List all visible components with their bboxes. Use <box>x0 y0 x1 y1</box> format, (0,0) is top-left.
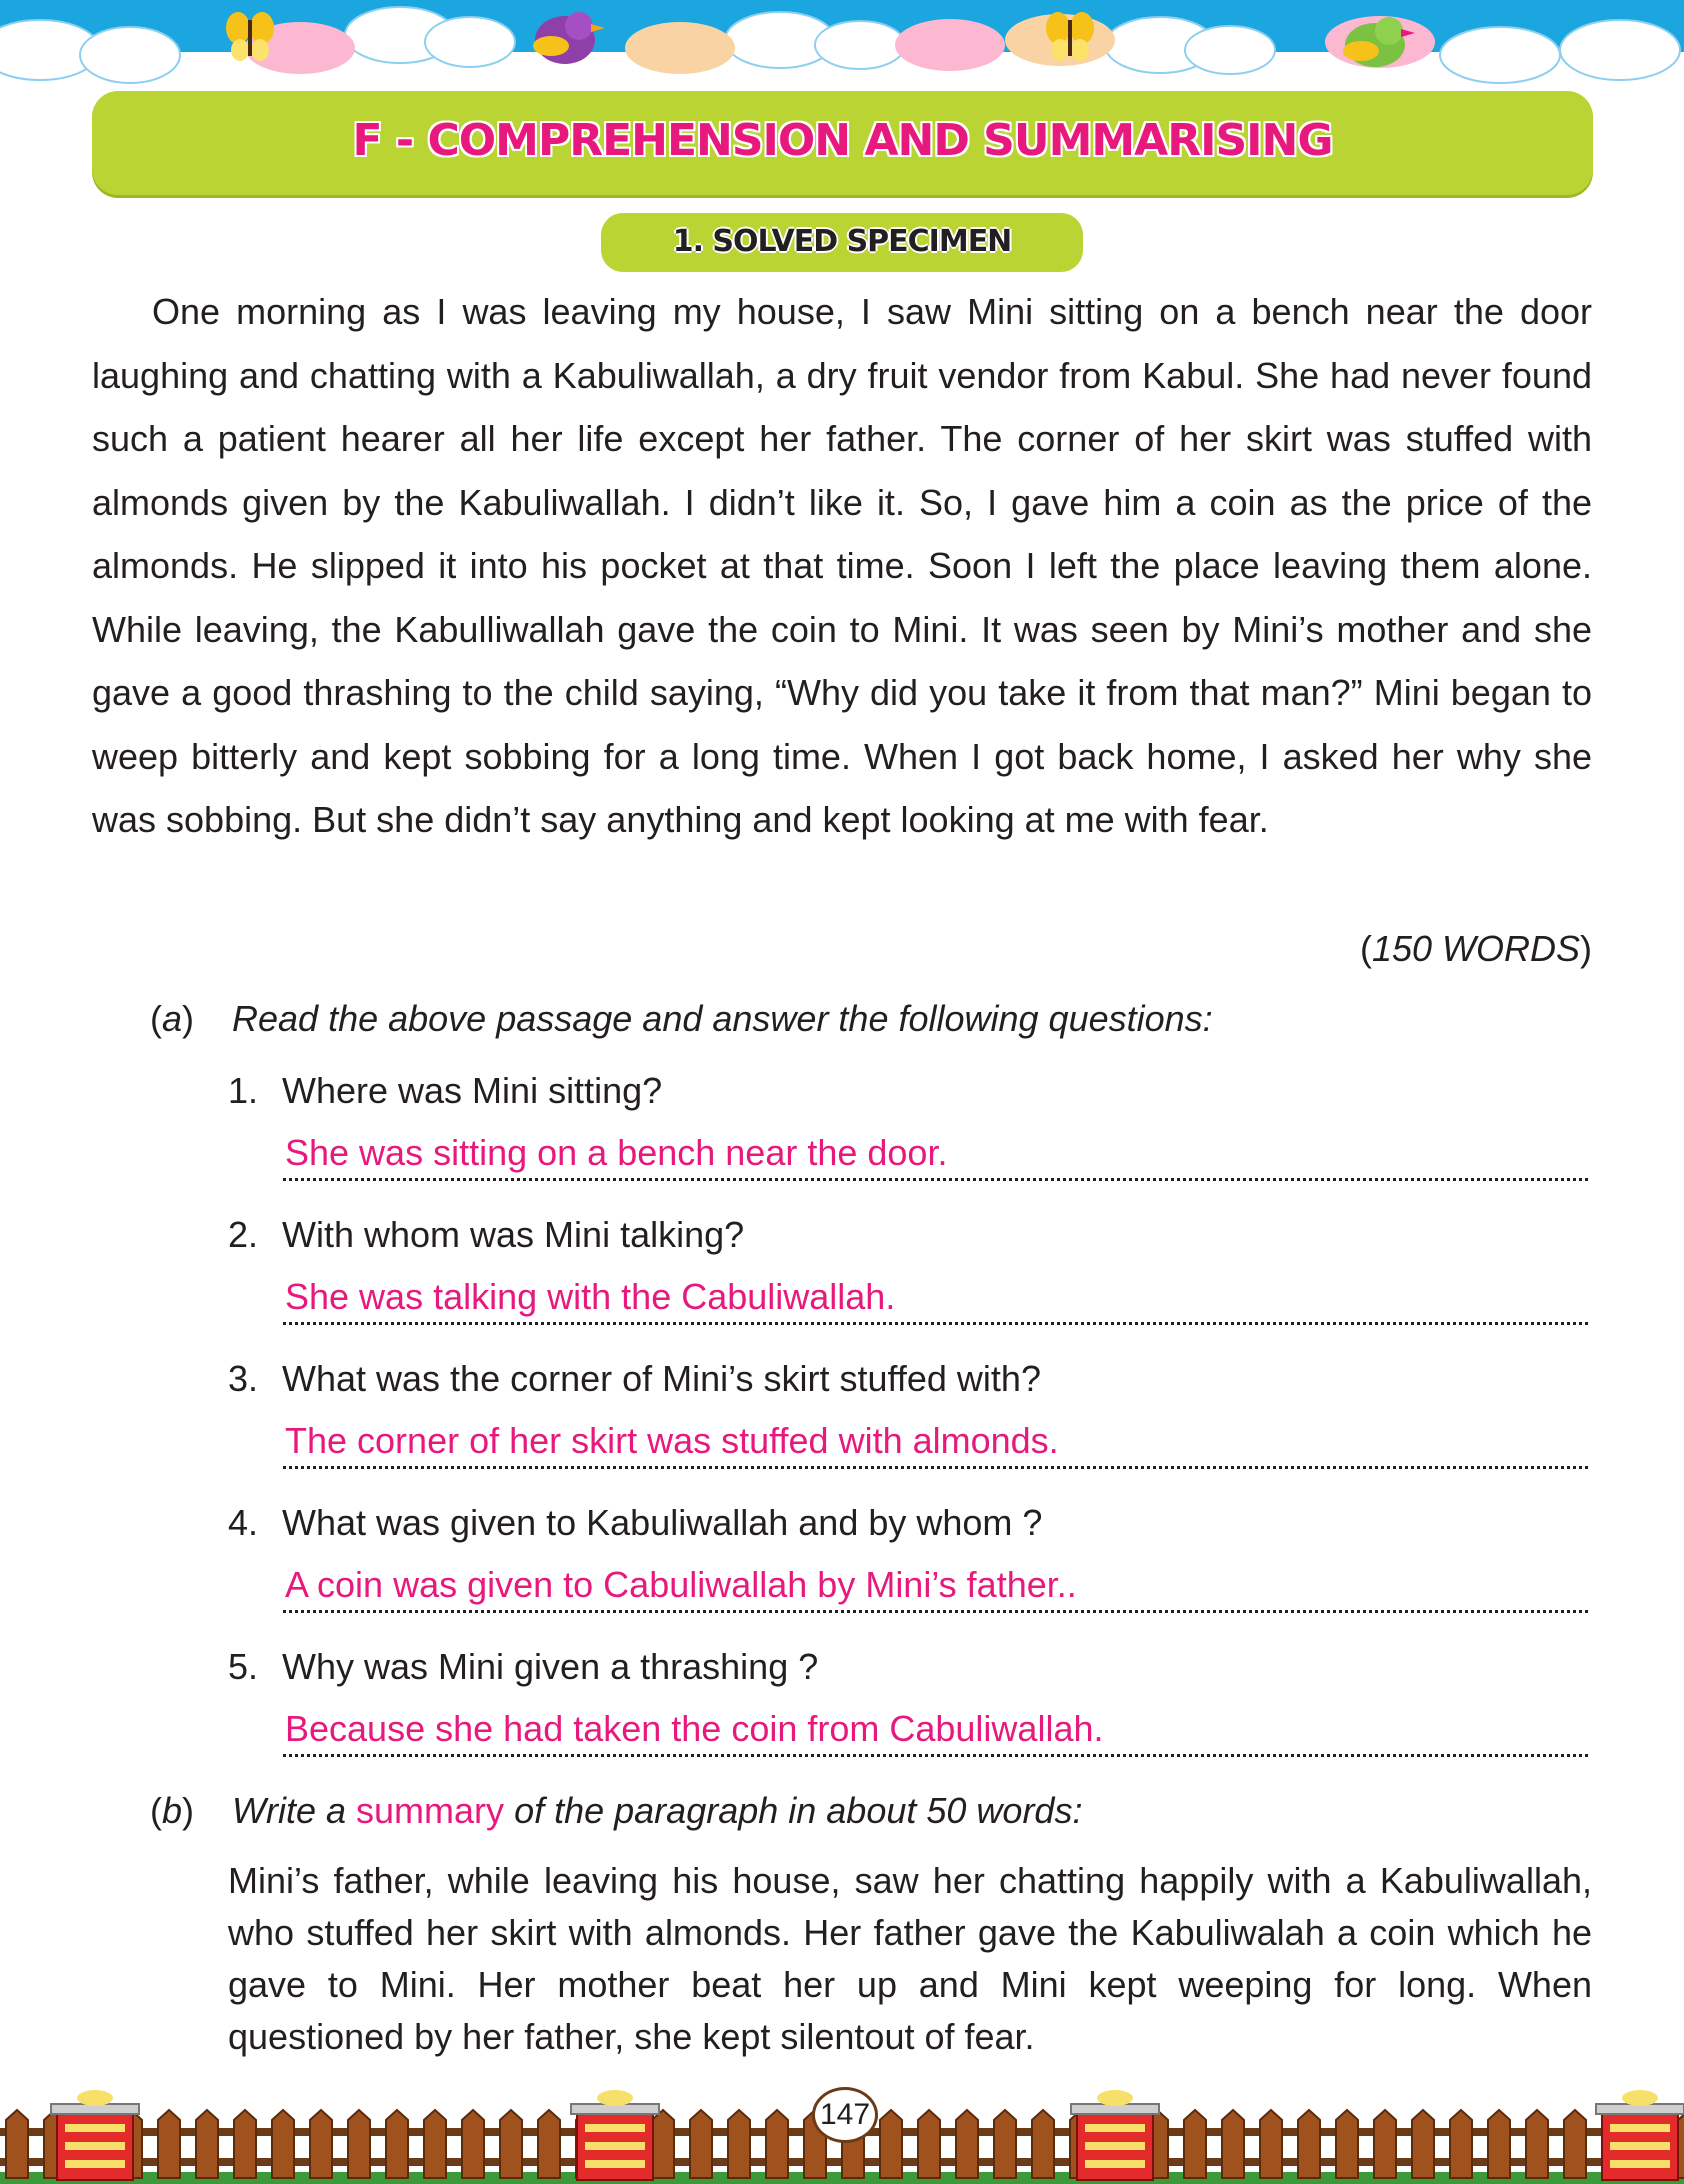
fence-picket <box>1564 2110 1586 2178</box>
fence-picket <box>234 2110 256 2178</box>
answer-1: She was sitting on a bench near the door. <box>285 1132 948 1173</box>
answer-line-4 <box>283 1558 1588 1613</box>
fence-picket <box>956 2110 978 2178</box>
question-3: 3. What was the corner of Mini’s skirt stuffed with? <box>228 1358 1041 1399</box>
fence-picket <box>310 2110 332 2178</box>
lamp-icon <box>51 2090 139 2180</box>
question-2: 2. With whom was Mini talking? <box>228 1214 745 1255</box>
fence-picket <box>652 2110 674 2178</box>
fence-picket <box>500 2110 522 2178</box>
fence-picket <box>1412 2110 1434 2178</box>
section-a-instruction: Read the above passage and answer the following questions: <box>232 998 1213 1039</box>
lamp-icon <box>1596 2090 1684 2180</box>
section-b-heading: (b) Write a summary of the paragraph in about 50 words: <box>150 1790 1083 1831</box>
fence-picket <box>1488 2110 1510 2178</box>
lamp-icon <box>571 2090 659 2180</box>
section-a-heading <box>150 998 1213 1040</box>
fence-picket <box>424 2110 446 2178</box>
fence-picket <box>6 2110 28 2178</box>
answer-2: She was talking with the Cabuliwallah. <box>285 1276 896 1317</box>
section-b-label: (b) <box>150 1790 195 1831</box>
fence-picket <box>728 2110 750 2178</box>
passage-body: One morning as I was leaving my house, I saw Mini sitting on a bench near the door laughing and chatting with a Kabuliwallah, a dry fruit vendor from Kabul. She had never found such a patient hearer all her life except her father. The corner of her skirt was stuffed with almonds given by the Kabuliwallah. I didn’t like it. So, I gave him a coin as the price of the almonds. He slipped it into his pocket at that time. Soon I left the place leaving them alone. While leaving, the Kabulliwallah gave the coin to Mini. It was seen by Mini’s mother and she gave a good thrashing to the child saying, “Why did you take it from that man?” Mini began to weep bitterly and kept sobbing for a long time. When I got back home, I asked her why she was sobbing. But she didn’t say anything and kept looking at me with fear. <box>92 291 1592 840</box>
fence-picket <box>196 2110 218 2178</box>
fence-picket <box>1374 2110 1396 2178</box>
fence-picket <box>538 2110 560 2178</box>
fence-picket <box>1298 2110 1320 2178</box>
fence-picket <box>1184 2110 1206 2178</box>
fence-picket <box>272 2110 294 2178</box>
answer-5: Because she had taken the coin from Cabuliwallah. <box>285 1708 1104 1749</box>
answer-4: A coin was given to Cabuliwallah by Mini’s father.. <box>285 1564 1077 1605</box>
answer-line-1 <box>283 1126 1588 1181</box>
fence-picket <box>1526 2110 1548 2178</box>
top-decoration <box>0 0 1684 90</box>
fence-picket <box>1032 2110 1054 2178</box>
question-1: 1. Where was Mini sitting? <box>228 1070 663 1111</box>
fence-picket <box>766 2110 788 2178</box>
answer-line-3 <box>283 1414 1588 1469</box>
question-4: 4. What was given to Kabuliwallah and by whom ? <box>228 1502 1043 1543</box>
passage-text <box>92 280 1592 852</box>
fence-picket <box>348 2110 370 2178</box>
question-5: 5. Why was Mini given a thrashing ? <box>228 1646 819 1687</box>
fence-picket <box>158 2110 180 2178</box>
fence-picket <box>1336 2110 1358 2178</box>
fence-picket <box>1260 2110 1282 2178</box>
subtitle: 1. SOLVED SPECIMEN <box>672 224 1012 259</box>
answer-line-5 <box>283 1702 1588 1757</box>
fence-picket <box>1450 2110 1472 2178</box>
subtitle-band <box>601 213 1083 272</box>
section-a-label: (a) <box>150 998 195 1039</box>
summary-text: Mini’s father, while leaving his house, saw her chatting happily with a Kabuliwallah, who stuffed her skirt with almonds. Her father gave the Kabuliwalah a coin which he gave to Mini. Her mother beat her up and Mini kept weeping for long. When questioned by her father, she kept silentout of fear. <box>228 1860 1592 2057</box>
fence-picket <box>880 2110 902 2178</box>
section-title-band <box>92 91 1593 195</box>
lamp-icon <box>1071 2090 1159 2180</box>
fence-picket <box>994 2110 1016 2178</box>
section-title: F - COMPREHENSION AND SUMMARISING <box>352 115 1333 166</box>
answer-3: The corner of her skirt was stuffed with almonds. <box>285 1420 1059 1461</box>
summary-keyword: summary <box>356 1790 505 1831</box>
fence-picket <box>386 2110 408 2178</box>
fence-picket <box>918 2110 940 2178</box>
answer-line-2 <box>283 1270 1588 1325</box>
word-count: (150 WORDS) <box>1359 928 1592 969</box>
fence-picket <box>462 2110 484 2178</box>
fence-picket <box>1222 2110 1244 2178</box>
fence-picket <box>690 2110 712 2178</box>
page-number: 147 <box>812 2087 878 2143</box>
